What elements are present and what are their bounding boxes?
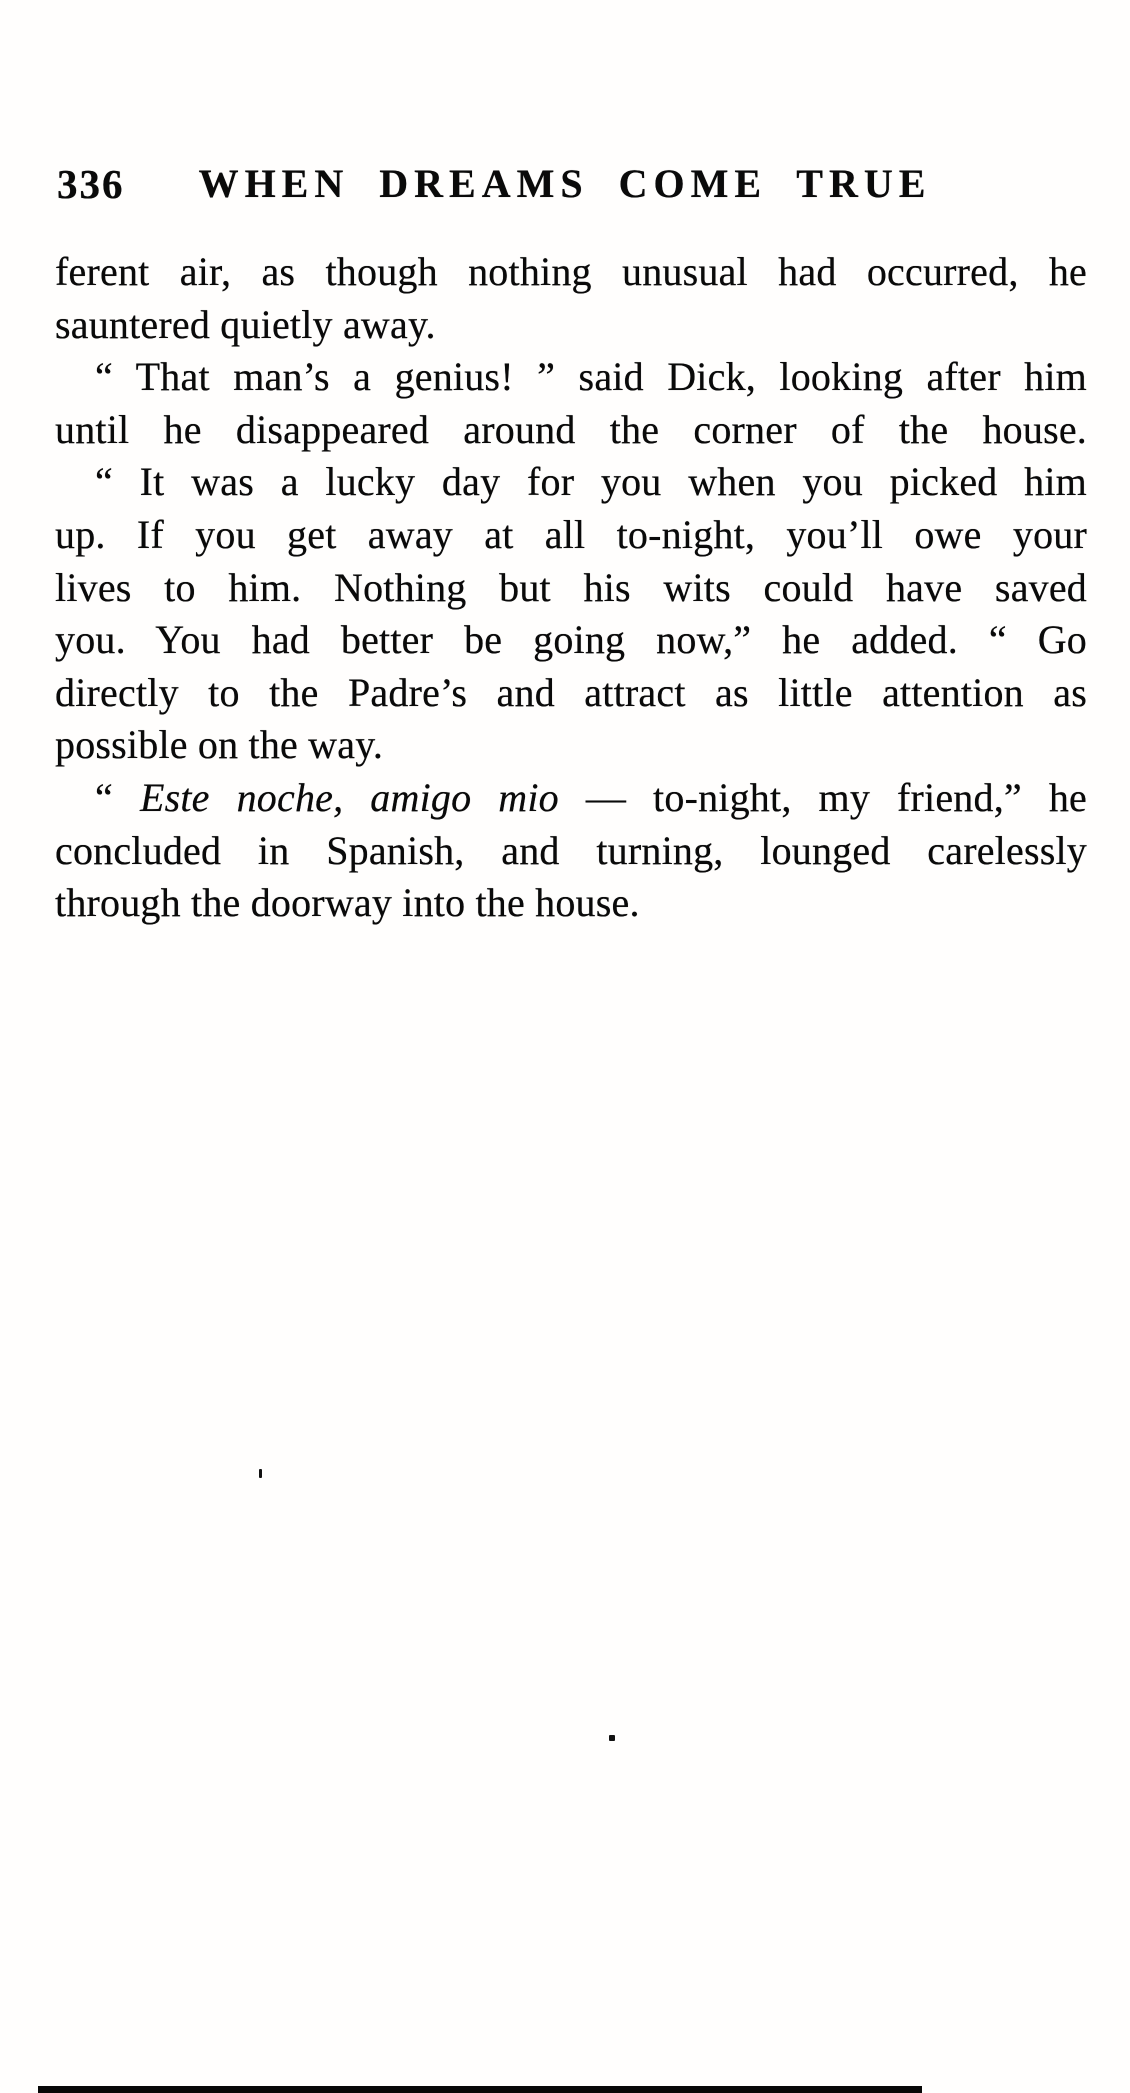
text-segment: directly to the Padre’s and attract as little attention as bbox=[55, 669, 1087, 715]
running-title: WHEN DREAMS COME TRUE bbox=[198, 161, 932, 206]
scan-edge-artifact bbox=[38, 2086, 922, 2093]
text-segment: until he disappeared around the corner of the house. bbox=[55, 406, 1087, 452]
text-line bbox=[55, 877, 1087, 930]
text-segment: sauntered quietly away. bbox=[55, 301, 436, 347]
text-segment: concluded in Spanish, and turning, lounged carelessly bbox=[55, 827, 1087, 873]
page-number: 336 bbox=[57, 161, 125, 207]
text-line bbox=[55, 246, 1087, 299]
text-segment: ferent air, as though nothing unusual had occurred, he bbox=[55, 249, 1087, 294]
ink-speck bbox=[609, 1735, 615, 1741]
text-segment: — to-night, my friend,” he bbox=[558, 774, 1088, 820]
text-segment: possible on the way. bbox=[55, 722, 384, 768]
text-segment: lives to him. Nothing but his wits could have saved bbox=[55, 564, 1087, 610]
text-segment: “ It was a lucky day for you when you picked him bbox=[95, 459, 1087, 505]
text-line bbox=[55, 719, 1087, 772]
text-line bbox=[55, 562, 1087, 615]
text-line bbox=[55, 351, 1087, 404]
text-segment: through the doorway into the house. bbox=[55, 880, 640, 926]
page-text bbox=[55, 246, 1087, 930]
text-segment: up. If you get away at all to-night, you’ll owe your bbox=[55, 511, 1087, 557]
text-segment: “ That man’s a genius! ” said Dick, looking after him bbox=[95, 354, 1087, 400]
ink-speck bbox=[259, 1469, 262, 1478]
text-line bbox=[55, 667, 1087, 720]
italic-text-segment: Este noche, amigo mio bbox=[139, 774, 559, 820]
text-line bbox=[55, 404, 1087, 457]
text-line bbox=[55, 772, 1087, 825]
text-segment: “ bbox=[95, 774, 140, 820]
text-line bbox=[55, 456, 1087, 509]
text-segment: you. You had better be going now,” he added. “ Go bbox=[55, 617, 1087, 663]
text-line bbox=[55, 825, 1087, 878]
text-line bbox=[55, 299, 1087, 352]
text-line bbox=[55, 614, 1087, 667]
text-line bbox=[55, 509, 1087, 562]
